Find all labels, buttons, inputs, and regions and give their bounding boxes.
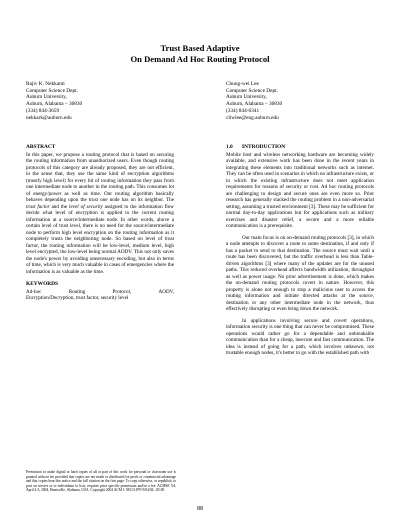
intro-paragraph-2: Our main focus is on on-demand routing protocols [3], in which a node attempts to discover a route to some destination, if and only if has a packet to send to that destination. The source must wait until a route has been discovered, but the traffic overhead is less than Table-driven algorithms [3] where many of the updates are for the unused paths. This reduced overhead affects bandwidth utilization, throughput as well as power usage. No prior advertisement is done, which makes the on-demand routing protocols covert in nature. However, this property is alone not enough to stop a malicious user to access the routing information and initiate directed attacks at the source, destination or any other intermediate node in the network, thus effectively disrupting or even bring down the network. xyxy=(226,234,374,312)
title-line-2: On Demand Ad Hoc Routing Protocol xyxy=(130,53,270,64)
intro-paragraph-1: Mobile host and wireless networking hardware are becoming widely available, and extensive work has been done in the recent years in integrating these elements into traditional networks such as internet. They can be often used in scenarios in which no infrastructure exists, or in which the existing infrastructure does not meet application requirements for reasons of security or cost. Ad hoc routing protocols are challenging to design and secure ones are even more so. Prior research has generally stacked the routing problem in a non-adversarial setting, assuming a trusted environment [3]. These may be sufficient for normal day-to-day applications but for applications such as military exercises and disaster relief, a secure and a more reliable communication is a prerequisite. xyxy=(226,151,374,229)
paper-title xyxy=(0,43,400,64)
abstract-text-part: assigned to the information flow decide what level of encryption is applied to the current routing information at a source/intermediate node. In other words, above a certain level of trust level, there is no need for the source/intermediate node to perform high level encryption on the routing information as it completely trusts the neighboring node. So based on level of trust factor, the routing information will be low-level, medium level, high level encrypted, the low-level being normal AODV. This not only saves the node's power by avoiding unnecessary encoding, but also in terms of time, which is very much valuable in cases of emergencies where the information is as valuable as the time. xyxy=(26,203,174,275)
keywords-line-2: Encryption/Decryption, trust factor, security level xyxy=(26,295,129,301)
title-line-1: Trust Based Adaptive xyxy=(160,43,240,53)
keyword: AODV, xyxy=(158,288,174,295)
abstract-emphasis: trust factor xyxy=(26,203,50,210)
intro-paragraph-3: In applications involving secure and covert operations, information security is one thing that can never be compromised. These operations would rather go for a dependable and unbreakable communication than for a cheap, insecure and fast communication. The idea is instead of going for a path, which involves unknown, not trustable enough nodes, it's better to go with the established path with xyxy=(226,317,374,356)
abstract-text-part: and the xyxy=(51,203,68,210)
introduction-heading xyxy=(226,144,374,151)
abstract-text-part: In this paper, we propose a routing protocol that is based on securing the routing information from unauthorized users. Even though routing protocols of this category are already proposed, they are not efficient, in the sense that, they use the same kind of encryption algorithms (mostly high level) for every bit of routing information they pass from one intermediate node to another in the routing path. This consumes lot of energy/power as well as time. Our routing algorithm basically behaves depending upon the trust one node has on its neighbor. The xyxy=(26,151,174,203)
author-dept: Computer Science Dept. xyxy=(26,87,78,94)
keyword: Protocol, xyxy=(112,288,132,295)
page-number: 88 xyxy=(197,506,203,512)
author-phone: (334) 844-3659 xyxy=(26,107,60,114)
author-university: Auburn University, xyxy=(226,94,267,101)
copyright-footnote: Permission to make digital or hard copies of all or part of this work for personal or classroom use is granted without fee provided that copies are not made or distributed for profit or commercial advantage and that copies bear this notice and the full citation on the first page. To copy otherwise, or republish, to post on servers or to redistribute to lists, requires prior specific permission and/or a fee. ACMSE '04, April 2-3, 2004, Huntsville, Alabama, USA. Copyright 2004 ACM 1-58113-870-9/04/04...$5.00. xyxy=(26,470,176,492)
abstract-emphasis: level of security xyxy=(69,203,103,210)
keywords-heading: KEYWORDS xyxy=(26,281,59,287)
right-column xyxy=(226,144,374,357)
abstract-heading: ABSTRACT xyxy=(26,144,56,150)
section-title: INTRODUCTION xyxy=(242,144,286,150)
author-block-1 xyxy=(26,81,82,121)
author-university: Auburn University, xyxy=(26,94,67,101)
author-dept: Computer Science Dept. xyxy=(226,87,278,94)
author-phone: (334) 844-6341 xyxy=(226,107,260,114)
keyword: Ad-hoc xyxy=(26,288,42,295)
author-email: nekkark@auburn.edu xyxy=(26,114,72,121)
section-number: 1.0 xyxy=(226,144,233,150)
author-name: Rajiv K. Nekkanti xyxy=(26,81,65,87)
author-city: Auburn, Alabama – 36830 xyxy=(226,101,283,108)
author-name: Chung-wei Lee xyxy=(226,81,259,87)
author-block-2 xyxy=(226,81,282,121)
left-column xyxy=(26,144,174,302)
abstract-text xyxy=(26,152,174,276)
author-email: cliwlee@eng.auburn.edu xyxy=(226,114,279,121)
author-city: Auburn, Alabama – 36830 xyxy=(26,101,83,108)
keyword: Routing xyxy=(68,288,86,295)
